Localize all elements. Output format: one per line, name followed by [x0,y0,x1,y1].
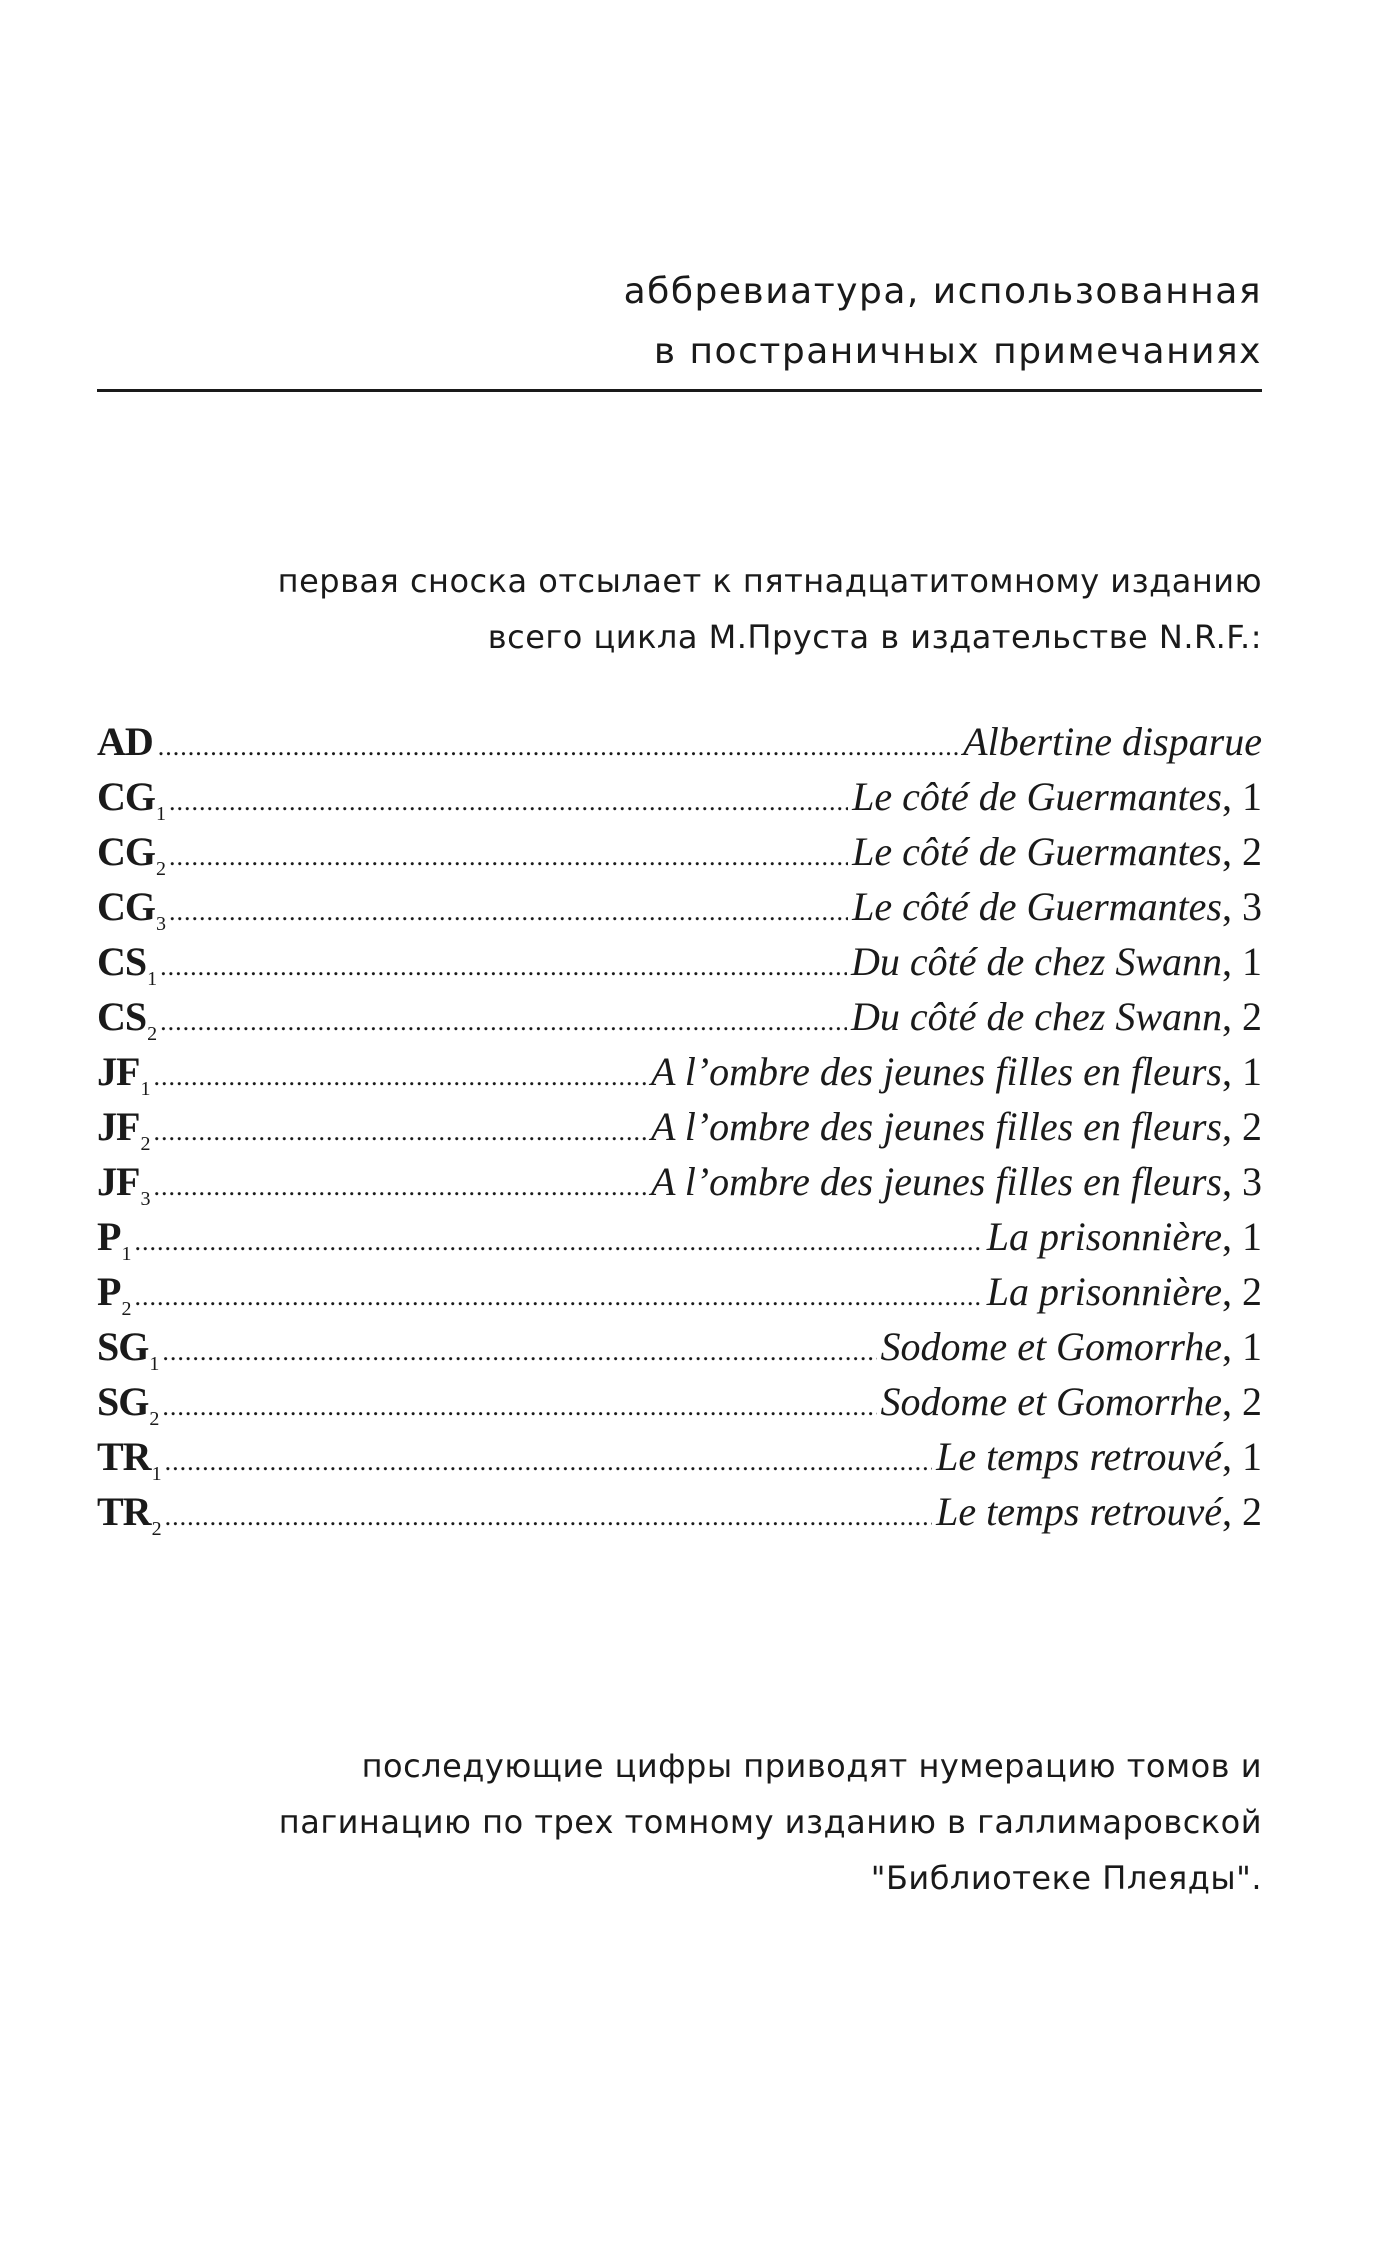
dot-leader [160,939,847,994]
abbreviation-code: $TR_2$ [97,1489,161,1540]
work-title: Le temps retrouvé [936,1434,1222,1479]
abbreviation-list [97,714,1262,1539]
volume-number: , 2 [1222,1489,1262,1534]
dot-leader [169,774,848,829]
abbreviation-subscript: 1 [140,1078,150,1100]
work-title: Le côté de Guermantes [852,774,1222,819]
volume-number: , 1 [1222,1214,1262,1259]
dot-leader [162,1324,876,1379]
dot-leader [169,829,848,884]
abbreviation-row [97,1209,1262,1264]
volume-number: , 2 [1222,1269,1262,1314]
work-title: Albertine disparue [963,719,1262,764]
outro-line-2: пагинацию по трех томному изданию в галлимаровской [278,1803,1262,1841]
intro-paragraph [112,553,1262,665]
section-heading [362,262,1262,382]
outro-line-1: последующие цифры приводят нумерацию томов и [361,1747,1262,1785]
abbreviation-subscript: 3 [156,913,165,935]
abbreviation-subscript: 1 [147,968,157,990]
dot-leader [153,1159,647,1214]
abbreviation-subscript: 2 [151,1518,161,1540]
abbreviation-subscript: 1 [151,1463,161,1485]
volume-number: , 3 [1222,884,1262,929]
dot-leader [153,1049,647,1104]
abbreviation-row [97,934,1262,989]
work-title: Du côté de chez Swann [850,994,1222,1039]
abbreviation-subscript: 1 [156,803,165,825]
abbreviation-code: $JF_2$ [97,1104,150,1155]
dot-leader [169,884,848,939]
volume-number: , 2 [1222,829,1262,874]
abbreviation-subscript: 2 [156,858,165,880]
abbreviation-row [97,769,1262,824]
abbreviation-subscript: 2 [149,1408,159,1430]
abbreviation-row [97,1154,1262,1209]
abbreviation-code: $JF_3$ [97,1159,150,1210]
work-title: A l’ombre des jeunes filles en fleurs [650,1104,1222,1149]
volume-number: , 1 [1222,774,1262,819]
dot-leader [153,1104,647,1159]
work-title: Le temps retrouvé [936,1489,1222,1534]
volume-number: , 2 [1222,1379,1262,1424]
work-title: Le côté de Guermantes [852,829,1222,874]
work-title: La prisonnière [986,1214,1222,1259]
abbreviation-subscript: 1 [121,1243,131,1265]
work-title: A l’ombre des jeunes filles en fleurs [650,1049,1222,1094]
dot-leader [162,1379,876,1434]
abbreviation-code: AD [97,719,153,764]
outro-line-3: "Библиотеке Плеяды". [870,1859,1262,1897]
work-title: Sodome et Gomorrhe [880,1379,1222,1424]
volume-number: , 1 [1222,1434,1262,1479]
volume-number: , 2 [1222,1104,1262,1149]
abbreviation-subscript: 3 [140,1188,150,1210]
abbreviation-row [97,1484,1262,1539]
volume-number: , 3 [1222,1159,1262,1204]
heading-line-2: в постраничных примечаниях [653,331,1262,372]
dot-leader [165,1434,933,1489]
heading-divider [97,389,1262,392]
abbreviation-row [97,1099,1262,1154]
volume-number: , 1 [1222,939,1262,984]
abbreviation-code: $CS_1$ [97,939,157,990]
abbreviation-row [97,1264,1262,1319]
heading-line-1: аббревиатура, использованная [623,271,1262,312]
abbreviation-code: $CG_3$ [97,884,165,935]
dot-leader [134,1214,982,1269]
work-title: La prisonnière [986,1269,1222,1314]
abbreviation-row [97,1429,1262,1484]
abbreviation-code: $P_1$ [97,1214,131,1265]
abbreviation-subscript: 1 [149,1353,159,1375]
abbreviation-code: $CG_2$ [97,829,165,880]
abbreviation-subscript: 2 [121,1298,131,1320]
abbreviation-row [97,714,1262,769]
abbreviation-row [97,824,1262,879]
abbreviation-code: $P_2$ [97,1269,131,1320]
abbreviation-row [97,879,1262,934]
abbreviation-code: $SG_2$ [97,1379,159,1430]
abbreviation-code: $CG_1$ [97,774,165,825]
work-title: Du côté de chez Swann [850,939,1222,984]
abbreviation-code: $TR_1$ [97,1434,161,1485]
abbreviation-subscript: 2 [140,1133,150,1155]
work-title: A l’ombre des jeunes filles en fleurs [650,1159,1222,1204]
abbreviation-row [97,1044,1262,1099]
dot-leader [158,719,959,774]
closing-paragraph [112,1738,1262,1906]
volume-number: , 1 [1222,1324,1262,1369]
abbreviation-row [97,1319,1262,1374]
abbreviation-row [97,1374,1262,1429]
volume-number: , 1 [1222,1049,1262,1094]
dot-leader [160,994,847,1049]
work-title: Sodome et Gomorrhe [880,1324,1222,1369]
intro-line-2: всего цикла М.Пруста в издательстве N.R.F.: [487,618,1262,656]
abbreviation-code: $CS_2$ [97,994,157,1045]
abbreviation-row [97,989,1262,1044]
dot-leader [165,1489,933,1544]
dot-leader [134,1269,982,1324]
intro-line-1: первая сноска отсылает к пятнадцатитомному изданию [277,562,1262,600]
volume-number: , 2 [1222,994,1262,1039]
abbreviation-code: $JF_1$ [97,1049,150,1100]
work-title: Le côté de Guermantes [852,884,1222,929]
abbreviation-code: $SG_1$ [97,1324,159,1375]
abbreviation-subscript: 2 [147,1023,157,1045]
